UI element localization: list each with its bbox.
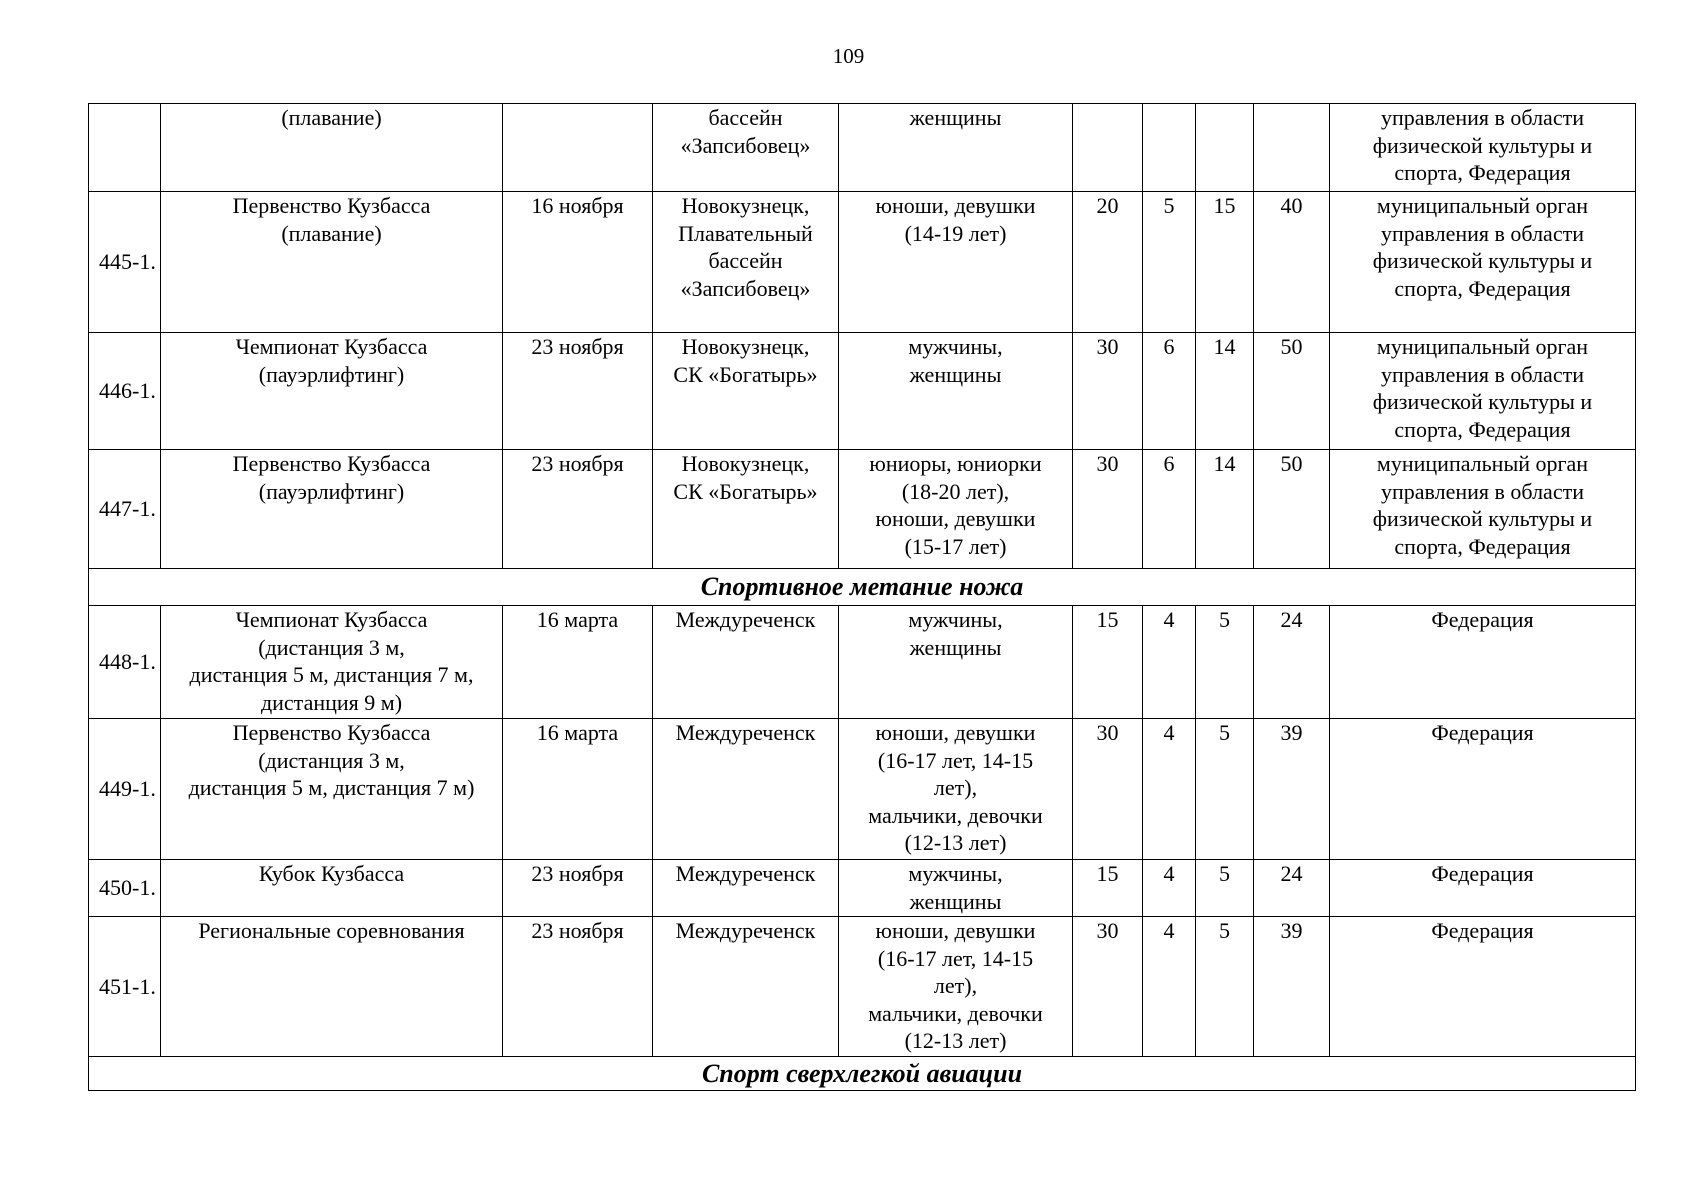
event-date-cell-line: 23 ноября xyxy=(531,334,624,359)
participants-cell-line: юноши, девушки xyxy=(875,720,1036,745)
participants-cell-line: мужчины, xyxy=(908,861,1003,886)
table-row xyxy=(89,917,1636,1057)
event-place-cell xyxy=(653,606,839,719)
organizer-cell-line: управления в области xyxy=(1381,478,1584,504)
event-name-cell xyxy=(161,450,503,569)
event-place-cell xyxy=(653,719,839,860)
participants-cell xyxy=(839,450,1073,569)
participants-cell xyxy=(839,333,1073,450)
participants-cell xyxy=(839,192,1073,333)
participants-cell-line: (15-17 лет) xyxy=(904,533,1007,559)
event-place-cell-line: Междуреченск xyxy=(675,861,816,886)
table-row xyxy=(89,333,1636,450)
organizer-cell xyxy=(1330,333,1636,450)
participants-cell-line: юноши, девушки xyxy=(875,918,1036,943)
event-name-cell xyxy=(161,719,503,860)
event-date-cell-line: 23 ноября xyxy=(531,451,624,476)
row-number-cell: 451-1. xyxy=(89,917,161,1057)
event-date-cell xyxy=(503,606,653,719)
participants-cell-line: юноши, девушки xyxy=(875,193,1036,218)
participants-cell-line: мальчики, девочки xyxy=(868,802,1043,828)
event-place-cell-line: Междуреченск xyxy=(675,607,816,632)
total-count-cell: 24 xyxy=(1254,606,1330,719)
total-count-cell: 50 xyxy=(1254,333,1330,450)
count-cell-3: 15 xyxy=(1196,192,1254,333)
count-cell-2: 5 xyxy=(1143,192,1196,333)
count-cell-1: 30 xyxy=(1073,450,1143,569)
organizer-cell xyxy=(1330,450,1636,569)
event-place-cell-line: Междуреченск xyxy=(675,720,816,745)
section-row xyxy=(89,1057,1636,1091)
organizer-cell xyxy=(1330,917,1636,1057)
row-number-cell: 445-1. xyxy=(89,192,161,333)
count-cell-1: 30 xyxy=(1073,333,1143,450)
event-place-cell-line: «Запсибовец» xyxy=(680,132,811,158)
row-number-cell: 448-1. xyxy=(89,606,161,719)
participants-cell-line: (16-17 лет, 14-15 xyxy=(877,945,1034,971)
table-row xyxy=(89,606,1636,719)
participants-cell xyxy=(839,104,1073,192)
event-name-cell-line: Кубок Кузбасса xyxy=(258,861,405,886)
count-cell-2: 4 xyxy=(1143,917,1196,1057)
count-cell-1: 30 xyxy=(1073,719,1143,860)
organizer-cell-line: управления в области xyxy=(1381,361,1584,387)
participants-cell-line: женщины xyxy=(909,361,1002,387)
event-place-cell-line: Междуреченск xyxy=(675,918,816,943)
event-name-cell xyxy=(161,192,503,333)
event-name-cell-line: (дистанция 3 м, xyxy=(258,747,405,773)
organizer-cell-line: спорта, Федерация xyxy=(1394,416,1571,442)
event-date-cell xyxy=(503,333,653,450)
event-name-cell xyxy=(161,104,503,192)
event-date-cell-line: 16 марта xyxy=(536,720,619,745)
event-date-cell-line: 23 ноября xyxy=(531,861,624,886)
event-name-cell-line: Чемпионат Кузбасса xyxy=(235,607,428,632)
organizer-cell-line: муниципальный орган xyxy=(1376,193,1589,218)
page-number: 109 xyxy=(832,44,865,68)
event-name-cell-line: (плавание) xyxy=(281,220,382,246)
event-date-cell-line: 23 ноября xyxy=(531,918,624,943)
event-date-cell xyxy=(503,917,653,1057)
event-place-cell-line: Новокузнецк, xyxy=(681,451,810,476)
total-count-cell xyxy=(1254,104,1330,192)
participants-cell-line: женщины xyxy=(909,105,1002,130)
participants-cell-line: мужчины, xyxy=(908,334,1003,359)
row-number-cell xyxy=(89,104,161,192)
event-name-cell-line: Первенство Кузбасса xyxy=(232,193,431,218)
participants-cell-line: (14-19 лет) xyxy=(904,220,1007,246)
event-place-cell-line: Новокузнецк, xyxy=(681,334,810,359)
organizer-cell-line: управления в области xyxy=(1381,220,1584,246)
table-row xyxy=(89,719,1636,860)
events-table xyxy=(88,103,1636,1091)
count-cell-3 xyxy=(1196,104,1254,192)
event-name-cell-line: дистанция 5 м, дистанция 7 м, xyxy=(189,662,474,687)
row-number-cell: 446-1. xyxy=(89,333,161,450)
participants-cell-line: (18-20 лет), xyxy=(901,478,1010,504)
organizer-cell-line: управления в области xyxy=(1381,105,1584,130)
event-date-cell xyxy=(503,192,653,333)
event-name-cell-line: Региональные соревнования xyxy=(198,918,465,943)
table-row xyxy=(89,860,1636,917)
total-count-cell: 39 xyxy=(1254,719,1330,860)
event-name-cell-line: Первенство Кузбасса xyxy=(232,451,431,476)
organizer-cell-line: Федерация xyxy=(1431,607,1534,632)
count-cell-1: 20 xyxy=(1073,192,1143,333)
event-date-cell xyxy=(503,450,653,569)
event-place-cell xyxy=(653,450,839,569)
event-place-cell xyxy=(653,192,839,333)
count-cell-3: 14 xyxy=(1196,450,1254,569)
participants-cell xyxy=(839,860,1073,917)
organizer-cell xyxy=(1330,192,1636,333)
event-name-cell xyxy=(161,860,503,917)
event-place-cell-line: Плавательный xyxy=(678,220,813,246)
event-place-cell-line: СК «Богатырь» xyxy=(673,361,818,387)
organizer-cell-line: Федерация xyxy=(1431,720,1534,745)
organizer-cell-line: физической культуры и xyxy=(1372,389,1593,414)
event-name-cell xyxy=(161,917,503,1057)
row-number-cell: 447-1. xyxy=(89,450,161,569)
participants-cell xyxy=(839,719,1073,860)
event-date-cell xyxy=(503,860,653,917)
event-name-cell-line: (плавание) xyxy=(281,105,382,130)
event-name-cell xyxy=(161,333,503,450)
count-cell-3: 5 xyxy=(1196,719,1254,860)
event-date-cell xyxy=(503,104,653,192)
count-cell-2: 4 xyxy=(1143,719,1196,860)
count-cell-2: 6 xyxy=(1143,450,1196,569)
count-cell-1 xyxy=(1073,104,1143,192)
organizer-cell-line: спорта, Федерация xyxy=(1394,275,1571,301)
count-cell-2 xyxy=(1143,104,1196,192)
event-place-cell xyxy=(653,333,839,450)
event-name-cell-line: дистанция 5 м, дистанция 7 м) xyxy=(188,775,475,800)
count-cell-3: 14 xyxy=(1196,333,1254,450)
participants-cell-line: (12-13 лет) xyxy=(904,1028,1007,1053)
event-name-cell-line: (пауэрлифтинг) xyxy=(258,478,405,504)
count-cell-3: 5 xyxy=(1196,917,1254,1057)
event-place-cell-line: бассейн xyxy=(708,105,783,130)
participants-cell-line: лет), xyxy=(933,775,978,800)
organizer-cell-line: физической культуры и xyxy=(1372,506,1593,531)
row-number-cell: 449-1. xyxy=(89,719,161,860)
organizer-cell-line: муниципальный орган xyxy=(1376,334,1589,359)
event-place-cell xyxy=(653,104,839,192)
organizer-cell xyxy=(1330,606,1636,719)
table-row xyxy=(89,450,1636,569)
participants-cell-line: юниоры, юниорки xyxy=(869,451,1042,476)
count-cell-1: 15 xyxy=(1073,606,1143,719)
section-title: Спортивное метание ножа xyxy=(89,569,1636,606)
section-row xyxy=(89,569,1636,606)
event-name-cell-line: Первенство Кузбасса xyxy=(232,720,431,745)
event-place-cell-line: СК «Богатырь» xyxy=(673,478,818,504)
event-name-cell-line: (дистанция 3 м, xyxy=(258,634,405,660)
organizer-cell-line: физической культуры и xyxy=(1372,248,1593,273)
participants-cell-line: юноши, девушки xyxy=(875,506,1036,531)
event-name-cell xyxy=(161,606,503,719)
participants-cell xyxy=(839,606,1073,719)
total-count-cell: 50 xyxy=(1254,450,1330,569)
event-name-cell-line: (пауэрлифтинг) xyxy=(258,361,405,387)
organizer-cell-line: муниципальный орган xyxy=(1376,451,1589,476)
participants-cell-line: мужчины, xyxy=(908,607,1003,632)
event-date-cell-line: 16 марта xyxy=(536,607,619,632)
count-cell-2: 6 xyxy=(1143,333,1196,450)
participants-cell-line: (12-13 лет) xyxy=(904,830,1007,855)
event-name-cell-line: дистанция 9 м) xyxy=(260,689,403,715)
event-place-cell xyxy=(653,917,839,1057)
organizer-cell xyxy=(1330,860,1636,917)
participants-cell-line: мальчики, девочки xyxy=(868,1000,1043,1026)
event-place-cell xyxy=(653,860,839,917)
organizer-cell-line: спорта, Федерация xyxy=(1394,160,1571,185)
count-cell-3: 5 xyxy=(1196,606,1254,719)
event-place-cell-line: бассейн xyxy=(708,248,783,273)
participants-cell-line: лет), xyxy=(933,973,978,998)
total-count-cell: 39 xyxy=(1254,917,1330,1057)
event-date-cell-line: 16 ноября xyxy=(531,193,624,218)
total-count-cell: 40 xyxy=(1254,192,1330,333)
count-cell-1: 15 xyxy=(1073,860,1143,917)
count-cell-2: 4 xyxy=(1143,606,1196,719)
event-date-cell xyxy=(503,719,653,860)
organizer-cell xyxy=(1330,104,1636,192)
organizer-cell-line: спорта, Федерация xyxy=(1394,533,1571,559)
organizer-cell-line: Федерация xyxy=(1431,861,1534,886)
count-cell-1: 30 xyxy=(1073,917,1143,1057)
organizer-cell-line: Федерация xyxy=(1431,918,1534,943)
count-cell-3: 5 xyxy=(1196,860,1254,917)
row-number-cell: 450-1. xyxy=(89,860,161,917)
table-row xyxy=(89,104,1636,192)
participants-cell-line: женщины xyxy=(909,888,1002,914)
section-title: Спорт сверхлегкой авиации xyxy=(89,1057,1636,1091)
organizer-cell xyxy=(1330,719,1636,860)
table-row xyxy=(89,192,1636,333)
participants-cell xyxy=(839,917,1073,1057)
event-place-cell-line: «Запсибовец» xyxy=(680,275,811,301)
event-name-cell-line: Чемпионат Кузбасса xyxy=(235,334,428,359)
organizer-cell-line: физической культуры и xyxy=(1372,132,1593,158)
participants-cell-line: (16-17 лет, 14-15 xyxy=(877,747,1034,773)
participants-cell-line: женщины xyxy=(909,634,1002,660)
total-count-cell: 24 xyxy=(1254,860,1330,917)
event-place-cell-line: Новокузнецк, xyxy=(681,193,810,218)
count-cell-2: 4 xyxy=(1143,860,1196,917)
